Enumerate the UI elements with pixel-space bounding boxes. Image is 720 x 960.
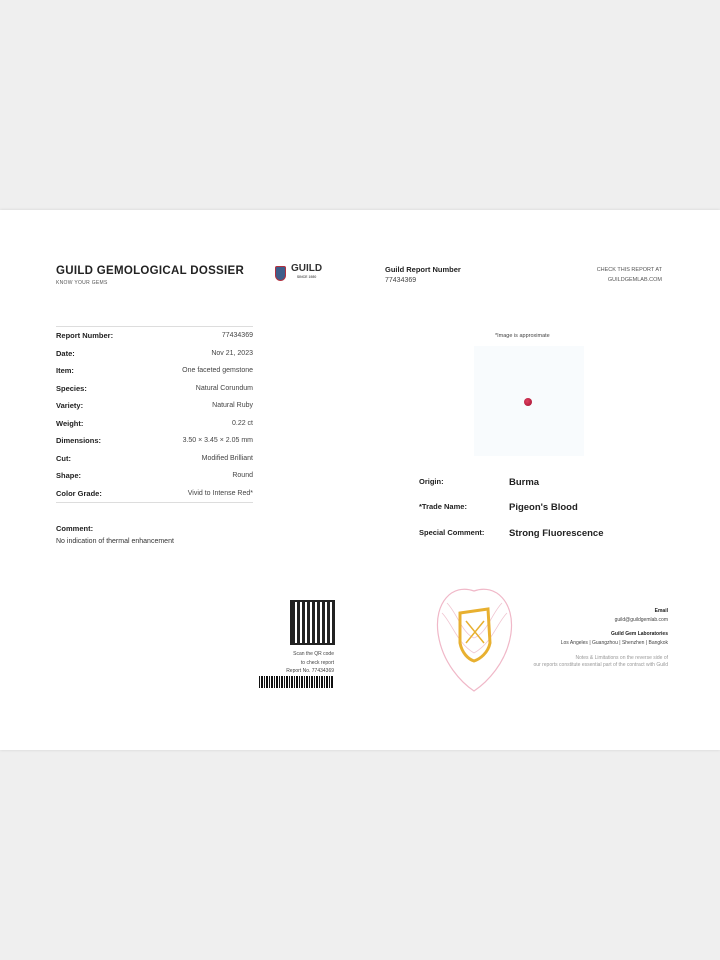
detail-label: Shape: bbox=[56, 471, 82, 481]
detail-label: Report Number: bbox=[56, 331, 114, 341]
tagline: KNOW YOUR GEMS bbox=[56, 280, 108, 286]
detail-value: Round bbox=[232, 472, 253, 480]
detail-value: Modified Brilliant bbox=[201, 454, 253, 462]
attribute-label: *Trade Name: bbox=[419, 502, 467, 511]
ruby-gem-icon bbox=[524, 398, 532, 406]
detail-row bbox=[56, 467, 253, 485]
detail-value: 3.50 × 3.45 × 2.05 mm bbox=[182, 437, 253, 445]
contact-block bbox=[533, 607, 668, 668]
attribute-value: Burma bbox=[509, 477, 540, 488]
qr-report-number: Report No. 77434369 bbox=[286, 668, 334, 674]
image-note: *Image is approximate bbox=[495, 333, 550, 339]
detail-label: Cut: bbox=[56, 453, 71, 463]
guild-logo bbox=[275, 264, 322, 282]
detail-row bbox=[56, 397, 253, 415]
detail-value: Nov 21, 2023 bbox=[211, 349, 253, 357]
detail-row bbox=[56, 415, 253, 433]
detail-row bbox=[56, 485, 253, 503]
email-label: Email bbox=[654, 608, 668, 614]
attribute-label: Special Comment: bbox=[419, 528, 485, 537]
detail-value: One faceted gemstone bbox=[182, 367, 253, 375]
detail-value: 0.22 ct bbox=[231, 419, 253, 427]
detail-row bbox=[56, 327, 253, 345]
report-number-label: Guild Report Number bbox=[385, 265, 461, 274]
detail-value: 77434369 bbox=[221, 332, 253, 340]
email-link[interactable]: guild@guildgemlab.com bbox=[614, 617, 668, 623]
attribute-value: Strong Fluorescence bbox=[509, 528, 604, 539]
check-url[interactable]: GUILDGEMLAB.COM bbox=[607, 277, 662, 283]
attribute-trade-name bbox=[419, 502, 578, 513]
detail-label: Weight: bbox=[56, 418, 84, 428]
detail-label: Variety: bbox=[56, 401, 84, 411]
detail-label: Color Grade: bbox=[56, 488, 102, 498]
notes-line1: Notes & Limitations on the reverse side of bbox=[575, 655, 668, 661]
attribute-label: Origin: bbox=[419, 477, 444, 486]
detail-label: Dimensions: bbox=[56, 436, 102, 446]
page-title: GUILD GEMOLOGICAL DOSSIER bbox=[56, 265, 245, 277]
attribute-origin bbox=[419, 477, 539, 488]
detail-row bbox=[56, 362, 253, 380]
detail-value: Natural Corundum bbox=[195, 384, 253, 392]
detail-label: Date: bbox=[56, 348, 75, 358]
report-number-value: 77434369 bbox=[385, 277, 417, 284]
comment-label: Comment: bbox=[56, 524, 94, 533]
detail-row bbox=[56, 450, 253, 468]
attribute-value: Pigeon's Blood bbox=[509, 502, 578, 513]
crest-seal-icon bbox=[432, 583, 517, 693]
details-table bbox=[56, 326, 253, 503]
qr-code[interactable] bbox=[290, 600, 335, 645]
detail-value: Natural Ruby bbox=[212, 402, 253, 410]
detail-label: Item: bbox=[56, 366, 74, 376]
detail-label: Species: bbox=[56, 383, 87, 393]
logo-since: SINCE 1980 bbox=[296, 275, 317, 279]
report-document bbox=[0, 210, 720, 750]
detail-row bbox=[56, 432, 253, 450]
lab-locations: Los Angeles | Guangzhou | Shenzhen | Bangkok bbox=[560, 640, 668, 646]
check-report-link[interactable] bbox=[597, 265, 662, 285]
detail-row bbox=[56, 380, 253, 398]
qr-line2: to check report bbox=[300, 659, 334, 666]
qr-info bbox=[250, 650, 334, 676]
detail-value: Vivid to Intense Red* bbox=[187, 489, 253, 497]
check-line1: CHECK THIS REPORT AT bbox=[596, 267, 662, 273]
notes-line2: our reports constitute essential part of the contract with Guild bbox=[533, 662, 668, 668]
divider bbox=[56, 502, 253, 503]
logo-text: GUILD bbox=[291, 263, 323, 274]
lab-name: Guild Gem Laboratories bbox=[611, 631, 668, 637]
attribute-special-comment bbox=[419, 528, 604, 539]
qr-line1: Scan the QR code bbox=[293, 651, 334, 657]
comment-value: No indication of thermal enhancement bbox=[56, 538, 174, 545]
detail-row bbox=[56, 345, 253, 363]
shield-icon bbox=[275, 266, 286, 281]
barcode bbox=[259, 676, 334, 688]
